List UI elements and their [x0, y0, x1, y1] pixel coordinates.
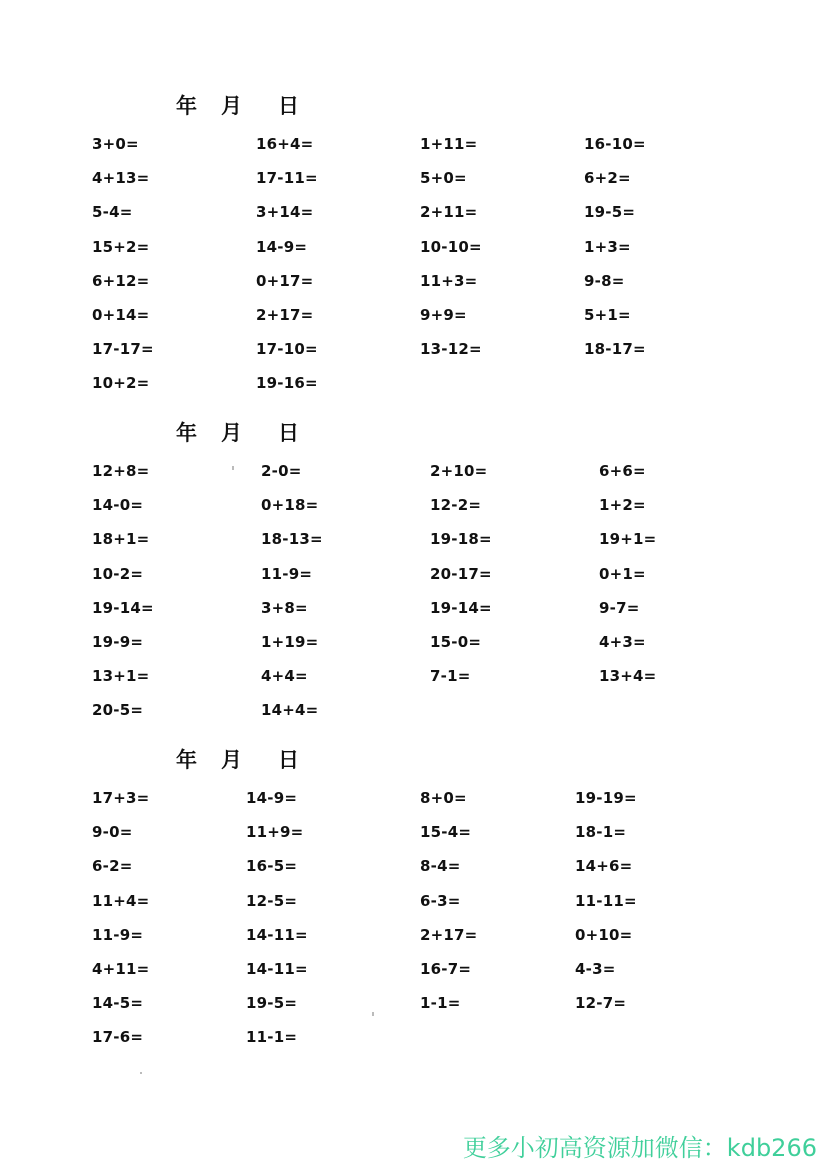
- arithmetic-problem: 13+4=: [599, 667, 657, 685]
- arithmetic-problem: 1+3=: [584, 238, 631, 256]
- arithmetic-problem: 15-0=: [430, 633, 482, 651]
- problem-row: [0, 169, 827, 193]
- arithmetic-problem: 12-2=: [430, 496, 482, 514]
- arithmetic-problem: 4+11=: [92, 960, 150, 978]
- arithmetic-problem: 17-17=: [92, 340, 154, 358]
- scan-speck: [372, 1012, 374, 1016]
- arithmetic-problem: 18-17=: [584, 340, 646, 358]
- arithmetic-problem: 4+13=: [92, 169, 150, 187]
- arithmetic-problem: 17-6=: [92, 1028, 144, 1046]
- arithmetic-problem: 16-10=: [584, 135, 646, 153]
- arithmetic-problem: 20-17=: [430, 565, 492, 583]
- arithmetic-problem: 2+17=: [420, 926, 478, 944]
- arithmetic-problem: 19-5=: [584, 203, 636, 221]
- arithmetic-problem: 6-2=: [92, 857, 133, 875]
- arithmetic-problem: 0+18=: [261, 496, 319, 514]
- problem-row: [0, 823, 827, 847]
- arithmetic-problem: 0+10=: [575, 926, 633, 944]
- arithmetic-problem: 18-1=: [575, 823, 627, 841]
- date-year-label: 年: [176, 94, 197, 118]
- arithmetic-problem: 19-9=: [92, 633, 144, 651]
- problem-row: [0, 272, 827, 296]
- arithmetic-problem: 15-4=: [420, 823, 472, 841]
- problem-row: [0, 789, 827, 813]
- arithmetic-problem: 14+6=: [575, 857, 633, 875]
- date-year-label: 年: [176, 421, 197, 445]
- problem-row: [0, 496, 827, 520]
- arithmetic-problem: 2+11=: [420, 203, 478, 221]
- arithmetic-problem: 15+2=: [92, 238, 150, 256]
- problem-row: [0, 135, 827, 159]
- arithmetic-problem: 4-3=: [575, 960, 616, 978]
- arithmetic-problem: 17-11=: [256, 169, 318, 187]
- arithmetic-problem: 14-5=: [92, 994, 144, 1012]
- date-month-label: 月: [221, 748, 242, 772]
- arithmetic-problem: 3+0=: [92, 135, 139, 153]
- arithmetic-problem: 14-0=: [92, 496, 144, 514]
- arithmetic-problem: 4+4=: [261, 667, 308, 685]
- arithmetic-problem: 16+4=: [256, 135, 314, 153]
- arithmetic-problem: 19-16=: [256, 374, 318, 392]
- arithmetic-problem: 10+2=: [92, 374, 150, 392]
- problem-row: [0, 701, 827, 725]
- problem-row: [0, 667, 827, 691]
- arithmetic-problem: 19+1=: [599, 530, 657, 548]
- problem-row: [0, 926, 827, 950]
- arithmetic-problem: 19-18=: [430, 530, 492, 548]
- date-month-label: 月: [221, 94, 242, 118]
- date-day-label: 日: [278, 748, 299, 772]
- arithmetic-problem: 3+14=: [256, 203, 314, 221]
- arithmetic-problem: 19-14=: [430, 599, 492, 617]
- scan-speck: [140, 1072, 142, 1074]
- arithmetic-problem: 11+4=: [92, 892, 150, 910]
- arithmetic-problem: 4+3=: [599, 633, 646, 651]
- problem-row: [0, 1028, 827, 1052]
- arithmetic-problem: 19-19=: [575, 789, 637, 807]
- arithmetic-problem: 14-11=: [246, 960, 308, 978]
- problem-row: [0, 238, 827, 262]
- arithmetic-problem: 12-7=: [575, 994, 627, 1012]
- arithmetic-problem: 13+1=: [92, 667, 150, 685]
- arithmetic-problem: 10-2=: [92, 565, 144, 583]
- arithmetic-problem: 11+9=: [246, 823, 304, 841]
- problem-row: [0, 462, 827, 486]
- arithmetic-problem: 0+17=: [256, 272, 314, 290]
- problem-row: [0, 960, 827, 984]
- arithmetic-problem: 18-13=: [261, 530, 323, 548]
- arithmetic-problem: 11+3=: [420, 272, 478, 290]
- problem-row: [0, 530, 827, 554]
- arithmetic-problem: 8-4=: [420, 857, 461, 875]
- arithmetic-problem: 9-0=: [92, 823, 133, 841]
- problem-row: [0, 857, 827, 881]
- arithmetic-problem: 17-10=: [256, 340, 318, 358]
- arithmetic-problem: 9-7=: [599, 599, 640, 617]
- arithmetic-problem: 0+1=: [599, 565, 646, 583]
- arithmetic-problem: 8+0=: [420, 789, 467, 807]
- problem-row: [0, 374, 827, 398]
- arithmetic-problem: 14-11=: [246, 926, 308, 944]
- arithmetic-problem: 19-5=: [246, 994, 298, 1012]
- arithmetic-problem: 5+1=: [584, 306, 631, 324]
- arithmetic-problem: 7-1=: [430, 667, 471, 685]
- arithmetic-problem: 1+11=: [420, 135, 478, 153]
- arithmetic-problem: 16-7=: [420, 960, 472, 978]
- arithmetic-problem: 5-4=: [92, 203, 133, 221]
- arithmetic-problem: 19-14=: [92, 599, 154, 617]
- arithmetic-problem: 1+2=: [599, 496, 646, 514]
- arithmetic-problem: 6+6=: [599, 462, 646, 480]
- arithmetic-problem: 12+8=: [92, 462, 150, 480]
- arithmetic-problem: 20-5=: [92, 701, 144, 719]
- arithmetic-problem: 1-1=: [420, 994, 461, 1012]
- arithmetic-problem: 14-9=: [256, 238, 308, 256]
- arithmetic-problem: 2-0=: [261, 462, 302, 480]
- footer-watermark: 更多小初高资源加微信：kdb266: [462, 1134, 817, 1162]
- arithmetic-problem: 13-12=: [420, 340, 482, 358]
- date-year-label: 年: [176, 748, 197, 772]
- arithmetic-problem: 11-11=: [575, 892, 637, 910]
- arithmetic-problem: 12-5=: [246, 892, 298, 910]
- date-month-label: 月: [221, 421, 242, 445]
- arithmetic-problem: 11-9=: [261, 565, 313, 583]
- arithmetic-problem: 5+0=: [420, 169, 467, 187]
- problem-row: [0, 892, 827, 916]
- problem-row: [0, 565, 827, 589]
- arithmetic-problem: 6+2=: [584, 169, 631, 187]
- arithmetic-problem: 16-5=: [246, 857, 298, 875]
- problem-row: [0, 994, 827, 1018]
- arithmetic-problem: 0+14=: [92, 306, 150, 324]
- arithmetic-problem: 1+19=: [261, 633, 319, 651]
- scan-speck: [232, 466, 234, 470]
- arithmetic-problem: 6+12=: [92, 272, 150, 290]
- arithmetic-problem: 11-9=: [92, 926, 144, 944]
- arithmetic-problem: 3+8=: [261, 599, 308, 617]
- arithmetic-problem: 14+4=: [261, 701, 319, 719]
- arithmetic-problem: 6-3=: [420, 892, 461, 910]
- arithmetic-problem: 18+1=: [92, 530, 150, 548]
- arithmetic-problem: 10-10=: [420, 238, 482, 256]
- problem-row: [0, 633, 827, 657]
- arithmetic-problem: 14-9=: [246, 789, 298, 807]
- arithmetic-problem: 2+10=: [430, 462, 488, 480]
- problem-row: [0, 203, 827, 227]
- problem-row: [0, 599, 827, 623]
- problem-row: [0, 306, 827, 330]
- arithmetic-problem: 11-1=: [246, 1028, 298, 1046]
- date-day-label: 日: [278, 421, 299, 445]
- arithmetic-problem: 9-8=: [584, 272, 625, 290]
- arithmetic-problem: 17+3=: [92, 789, 150, 807]
- arithmetic-problem: 2+17=: [256, 306, 314, 324]
- date-day-label: 日: [278, 94, 299, 118]
- arithmetic-problem: 9+9=: [420, 306, 467, 324]
- problem-row: [0, 340, 827, 364]
